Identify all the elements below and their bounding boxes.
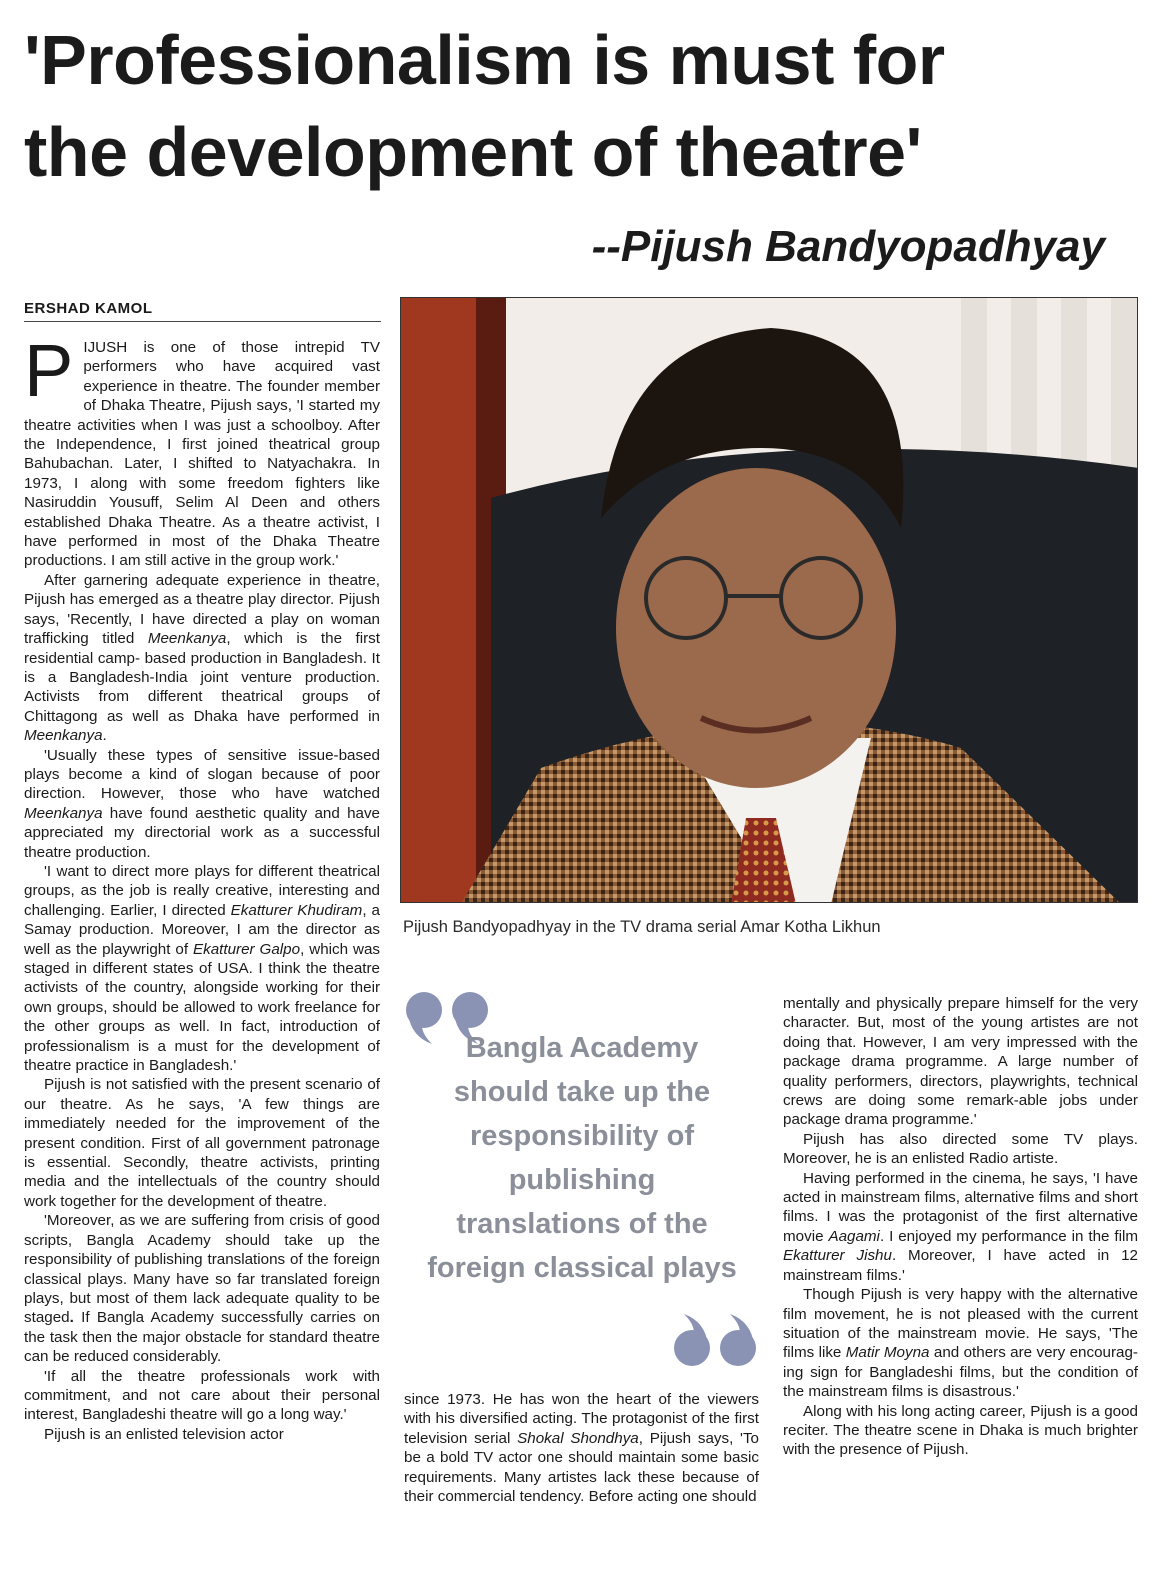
headline-line-2: the development of theatre' (24, 113, 922, 191)
headline-line-1: 'Professionalism is must for (24, 21, 945, 99)
attribution: --Pijush Bandyopadhyay (591, 222, 1105, 271)
paragraph: Pijush has also directed some TV plays. Moreover, he is an enlisted Radio artiste. (783, 1130, 1138, 1168)
paragraph: Having performed in the cinema, he says, 'I have acted in mainstream films, alternative films and short films. I was the protagonist of the first alternative movie Aagami. I enjoyed my performance in the film Ekatturer Jishu. Moreover, I have acted in 12 mainstream films.' (783, 1169, 1139, 1284)
headline (24, 14, 1154, 198)
paragraph: 'Usually these types of sensitive issue-based plays become a kind of slogan because of poor direction. However, those who have watched Meenkanya have found aesthetic quality and have appreciated my directorial work as a successful theatre production. (24, 746, 380, 861)
paragraph: 'Moreover, as we are suffering from crisis of good scripts, Bangla Academy should take up the responsibility of publishing translations of the foreign classical plays. Many have so far translated foreign plays, but most of them lack adequate quality to be staged. If Bangla Academy successfully carries on the task then the major obstacle for standard theatre can be reduced considerably. (24, 1212, 380, 1366)
drop-cap: P (24, 329, 74, 412)
paragraph: After garnering adequate experience in theatre, Pijush has emerged as a theatre play director. Pijush says, 'Recently, I have directed a play on woman trafficking titled Meenkanya, which is the first residential camp- based production in Bangladesh. It is a Bangladesh-India joint venture production. Activists from different theatrical groups of Chittagong as well as Dhaka have performed in Meenkanya. (24, 571, 380, 745)
paragraph: 'I want to direct more plays for different theatrical groups, as the job is really creative, interesting and challenging. Earlier, I directed Ekatturer Khudiram, a Samay production. Moreover, I am the director as well as the playwright of Ekatturer Galpo, which was staged in different states of USA. I think the theatre activists of the country, alongside working for their own groups, should be allowed to work freelance for the other groups as well. In fact, introduction of professionalism is a must for the development of theatre practice in Bangladesh.' (24, 862, 380, 1075)
portrait-photo (400, 297, 1138, 903)
byline: ERSHAD KAMOL (24, 300, 381, 322)
paragraph: since 1973. He has won the heart of the viewers with his diversified acting. The protagonist of the first television serial Shokal Shondhya, Pijush says, 'To be a bold TV actor one should maintain some basic requirements. Many artistes lack these because of their commercial tendency. Before acting one should (404, 1391, 759, 1506)
pull-quote (404, 990, 759, 1380)
paragraph: 'If all the theatre professionals work with commitment, and not care about their personal interest, Bangladeshi theatre will go a long way.' (24, 1367, 380, 1424)
article-column-3 (783, 994, 1138, 1460)
paragraph: Along with his long acting career, Pijush is a good reciter. The theatre scene in Dhaka is much brighter with the presence of Pijush. (783, 1402, 1138, 1459)
paragraph: Pijush is not satisfied with the present scenario of our theatre. As he says, 'A few things are immediately needed for the improvement of the present condition. First of all government patronage is essential. Secondly, theatre activists, printing media and the intellectuals of the country should work together for the development of theatre. (24, 1076, 380, 1210)
paragraph: Pijush is an enlisted television actor (44, 1425, 284, 1443)
paragraph: Though Pijush is very happy with the alternative film movement, he is not pleased with the current situation of the mainstream movie. He says, 'The films like Matir Moyna and others are very encourag-ing sign for Bangladeshi films, but the condition of the mainstream films is disastrous.' (783, 1286, 1138, 1401)
article-column-2 (404, 1390, 759, 1506)
paragraph: PIJUSH is one of those intrepid TV performers who have acquired vast experience in theatre. The founder member of Dhaka Theatre, Pijush says, 'I started my theatre activities when I was just a schoolboy. After the Independence, I first joined theatrical group Bahubachan. Later, I shifted to Natyachakra. In 1973, I along with some freedom fighters like Nasiruddin Yousuff, Selim Al Deen and others established Dhaka Theatre. As a theatre activist, I have performed in most of the Dhaka Theatre productions. I am still active in the group work.' (24, 329, 380, 570)
close-quote-icon (666, 1312, 758, 1368)
portrait-illustration (401, 298, 1138, 903)
photo-caption: Pijush Bandyopadhyay in the TV drama serial Amar Kotha Likhun (403, 918, 881, 936)
paragraph: mentally and physically prepare himself for the very character. But, most of the young artistes are not doing that. However, I am very impressed with the package drama programme. A large number of quality performers, directors, playwrights, technical crews are doing some remark-able jobs under package drama programme.' (783, 995, 1138, 1129)
article-column-1 (24, 329, 380, 1444)
pull-quote-text: Bangla Academy should take up the responsibility of publishing translations of the foreign classical plays (427, 1032, 737, 1284)
